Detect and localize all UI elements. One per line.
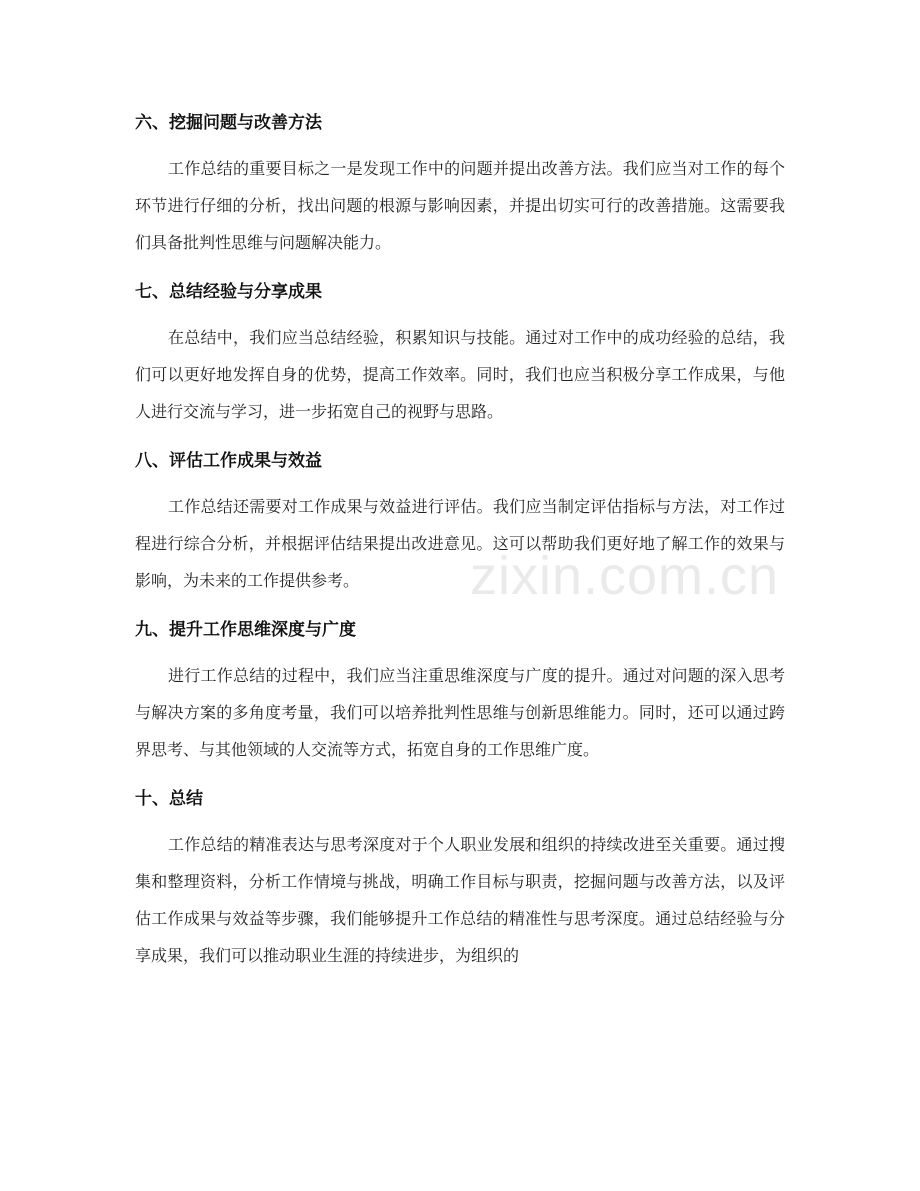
- section-body-6: 工作总结的重要目标之一是发现工作中的问题并提出改善方法。我们应当对工作的每个环节进行仔细的分析，找出问题的根源与影响因素，并提出切实可行的改善措施。这需要我们具备批判性思维与问题解决能力。: [135, 159, 785, 252]
- section-heading-9: 九、提升工作思维深度与广度: [135, 620, 356, 640]
- section-body-9: 进行工作总结的过程中，我们应当注重思维深度与广度的提升。通过对问题的深入思考与解决方案的多角度考量，我们可以培养批判性思维与创新思维能力。同时，还可以通过跨界思考、与其他领域的人交流等方式，拓宽自身的工作思维广度。: [135, 666, 785, 759]
- section-body-7: 在总结中，我们应当总结经验，积累知识与技能。通过对工作中的成功经验的总结，我们可以更好地发挥自身的优势，提高工作效率。同时，我们也应当积极分享工作成果，与他人进行交流与学习，进一步拓宽自己的视野与思路。: [135, 328, 785, 421]
- section-body-8: 工作总结还需要对工作成果与效益进行评估。我们应当制定评估指标与方法，对工作过程进行综合分析，并根据评估结果提出改进意见。这可以帮助我们更好地了解工作的效果与影响，为未来的工作提供参考。: [135, 497, 785, 590]
- section-heading-10: 十、总结: [135, 789, 203, 809]
- section-body-10: 工作总结的精准表达与思考深度对于个人职业发展和组织的持续改进至关重要。通过搜集和整理资料，分析工作情境与挑战，明确工作目标与职责，挖掘问题与改善方法，以及评估工作成果与效益等步骤，我们能够提升工作总结的精准性与思考深度。通过总结经验与分享成果，我们可以推动职业生涯的持续进步，为组织的: [135, 835, 785, 965]
- section-heading-7: 七、总结经验与分享成果: [135, 282, 322, 302]
- document-content: [135, 104, 785, 986]
- watermark: zixin.com.cn: [470, 546, 780, 606]
- section-heading-8: 八、评估工作成果与效益: [135, 451, 322, 471]
- section-heading-6: 六、挖掘问题与改善方法: [135, 113, 322, 133]
